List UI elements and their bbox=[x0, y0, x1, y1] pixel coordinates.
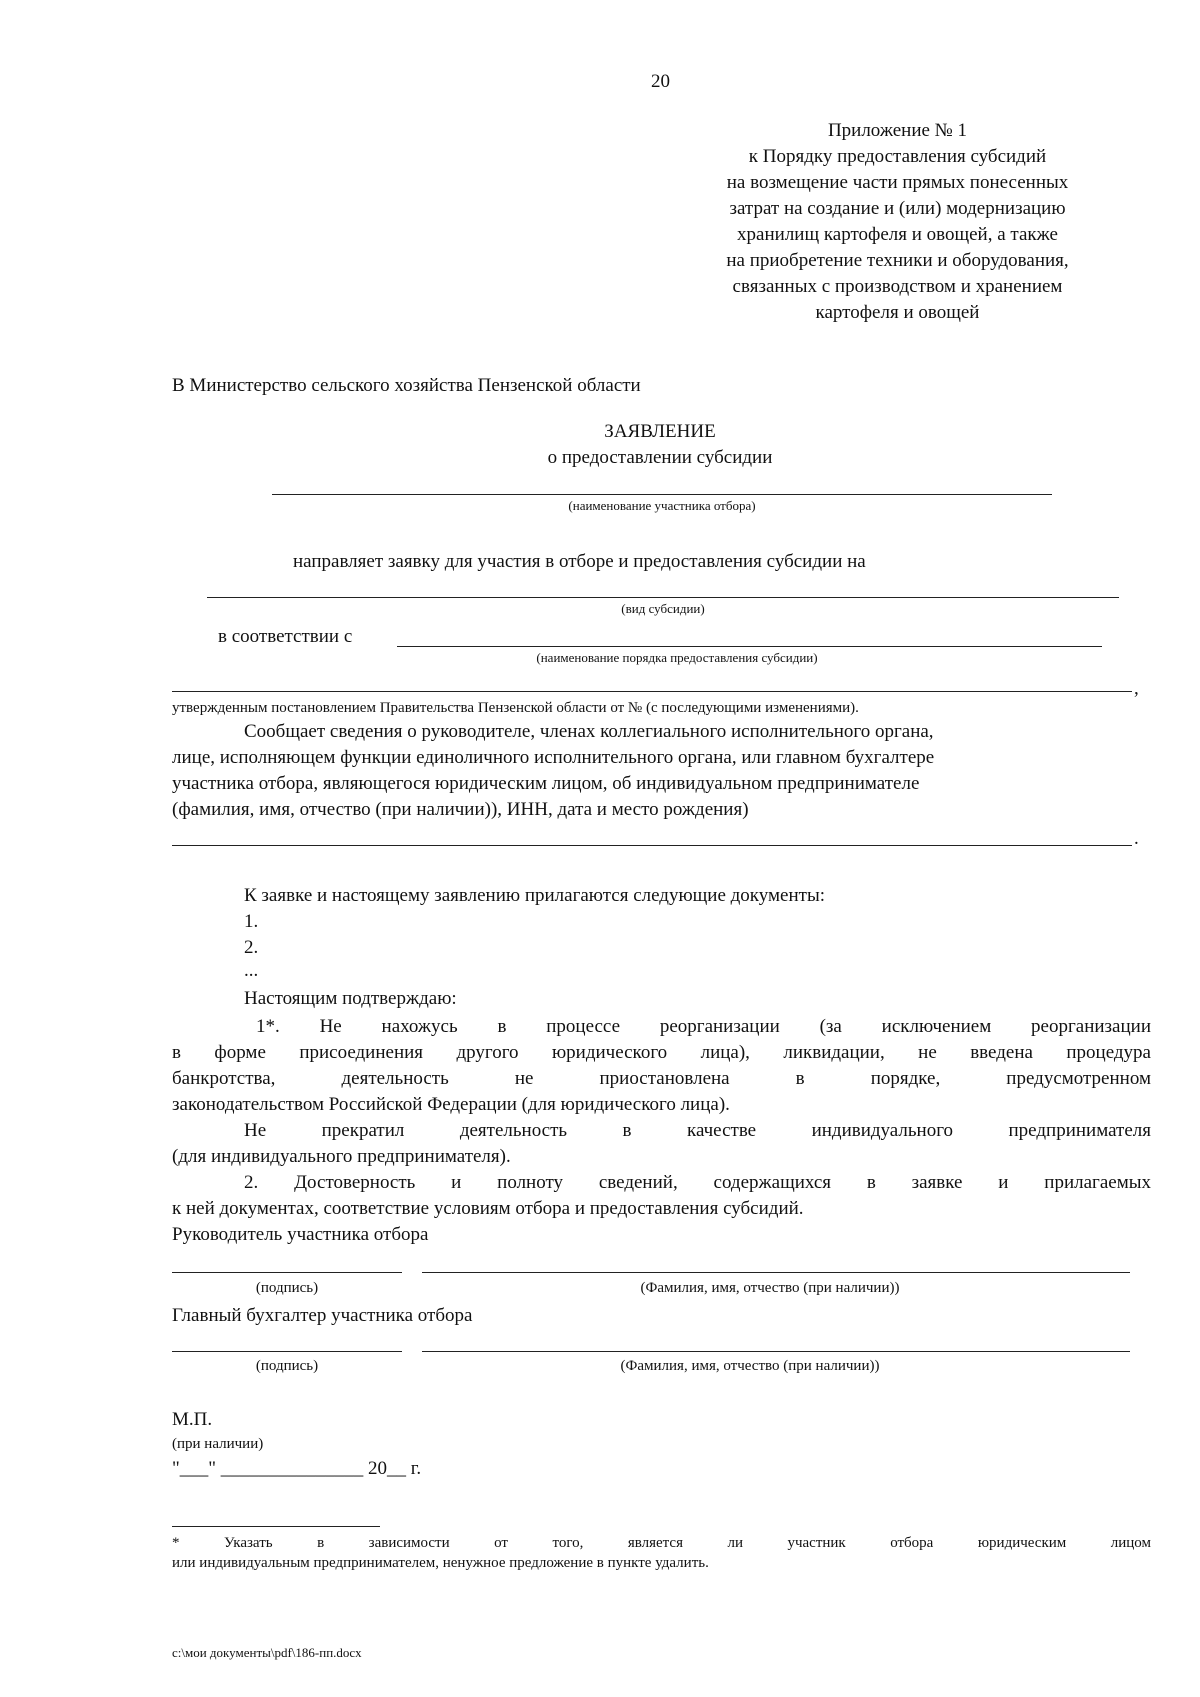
head-signature-line bbox=[172, 1272, 402, 1273]
approved-text: утвержденным постановлением Правительства Пензенской области от № (с последующими изменениями). bbox=[172, 700, 859, 716]
date-line: "___" _______________ 20__ г. bbox=[172, 1458, 422, 1479]
para1-line: 1*. Не нахожусь в процессе реорганизации (за исключением реорганизации bbox=[256, 1016, 1151, 1037]
accountant-signature-line bbox=[172, 1351, 402, 1352]
head-fio-line bbox=[422, 1272, 1130, 1273]
para2-line: к ней документах, соответствие условиям отбора и предоставления субсидий. bbox=[172, 1198, 804, 1219]
doc-item: ... bbox=[244, 960, 259, 981]
head-fio-caption: (Фамилия, имя, отчество (при наличии)) bbox=[640, 1280, 900, 1296]
appendix-line: к Порядку предоставления субсидий bbox=[748, 146, 1047, 167]
participant-name-line bbox=[272, 494, 1052, 495]
confirm-title: Настоящим подтверждаю: bbox=[244, 988, 457, 1009]
document-title: ЗАЯВЛЕНИЕ bbox=[604, 421, 716, 442]
in-accordance-text: в соответствии с bbox=[218, 626, 353, 647]
period: . bbox=[1134, 828, 1139, 849]
footnote-line: или индивидуальным предпринимателем, ненужное предложение в пункте удалить. bbox=[172, 1555, 709, 1571]
head-sign-caption: (подпись) bbox=[255, 1280, 319, 1296]
file-path: c:\мои документы\pdf\186-пп.docx bbox=[172, 1645, 362, 1660]
appendix-line: связанных с производством и хранением bbox=[732, 276, 1063, 297]
appendix-line: на приобретение техники и оборудования, bbox=[726, 250, 1069, 271]
procedure-line bbox=[397, 646, 1102, 647]
para1b-line: (для индивидуального предпринимателя). bbox=[172, 1146, 511, 1167]
appendix-line: на возмещение части прямых понесенных bbox=[726, 172, 1069, 193]
accountant-label: Главный бухгалтер участника отбора bbox=[172, 1305, 473, 1326]
directs-text: направляет заявку для участия в отборе и предоставления субсидии на bbox=[293, 551, 866, 572]
procedure-caption: (наименование порядка предоставления субсидии) bbox=[536, 650, 818, 665]
page-number: 20 bbox=[651, 71, 670, 92]
info-line bbox=[172, 845, 1132, 846]
document-subtitle: о предоставлении субсидии bbox=[547, 447, 773, 468]
para2-line: 2. Достоверность и полноту сведений, содержащихся в заявке и прилагаемых bbox=[244, 1172, 1151, 1193]
appendix-line: затрат на создание и (или) модернизацию bbox=[729, 198, 1066, 219]
appendix-block bbox=[680, 118, 1115, 326]
info-paragraph-line: (фамилия, имя, отчество (при наличии)), ИНН, дата и место рождения) bbox=[172, 799, 749, 820]
attached-text: К заявке и настоящему заявлению прилагаются следующие документы: bbox=[244, 885, 825, 906]
accountant-fio-line bbox=[422, 1351, 1130, 1352]
subsidy-type-line bbox=[207, 597, 1119, 598]
addressee: В Министерство сельского хозяйства Пензенской области bbox=[172, 375, 641, 396]
info-paragraph-line: участника отбора, являющегося юридическим лицом, об индивидуальном предпринимателе bbox=[172, 773, 920, 794]
accountant-sign-caption: (подпись) bbox=[255, 1358, 319, 1374]
stamp: М.П. bbox=[172, 1409, 213, 1430]
info-paragraph-line: лице, исполняющем функции единоличного исполнительного органа, или главном бухгалтере bbox=[172, 747, 935, 768]
doc-item: 1. bbox=[244, 911, 259, 932]
appendix-line: картофеля и овощей bbox=[815, 302, 980, 323]
para1b-line: Не прекратил деятельность в качестве индивидуального предпринимателя bbox=[244, 1120, 1151, 1141]
participant-caption: (наименование участника отбора) bbox=[568, 498, 756, 513]
info-paragraph-line: Сообщает сведения о руководителе, членах коллегиального исполнительного органа, bbox=[244, 721, 934, 742]
appendix-line: хранилищ картофеля и овощей, а также bbox=[737, 224, 1058, 245]
comma: , bbox=[1134, 678, 1139, 699]
footnote-separator bbox=[172, 1526, 380, 1527]
para1-line: в форме присоединения другого юридического лица), ликвидации, не введена процедура bbox=[172, 1042, 1151, 1063]
subsidy-type-caption: (вид субсидии) bbox=[621, 601, 705, 616]
procedure-name-line bbox=[172, 691, 1132, 692]
doc-item: 2. bbox=[244, 937, 259, 958]
appendix-line: Приложение № 1 bbox=[827, 120, 968, 141]
stamp-note: (при наличии) bbox=[172, 1436, 264, 1452]
footnote-line: * Указать в зависимости от того, является ли участник отбора юридическим лицом bbox=[172, 1535, 1151, 1551]
head-label: Руководитель участника отбора bbox=[172, 1224, 429, 1245]
para1-line: банкротства, деятельность не приостановлена в порядке, предусмотренном bbox=[172, 1068, 1151, 1089]
para1-line: законодательством Российской Федерации (для юридического лица). bbox=[172, 1094, 730, 1115]
accountant-fio-caption: (Фамилия, имя, отчество (при наличии)) bbox=[620, 1358, 880, 1374]
